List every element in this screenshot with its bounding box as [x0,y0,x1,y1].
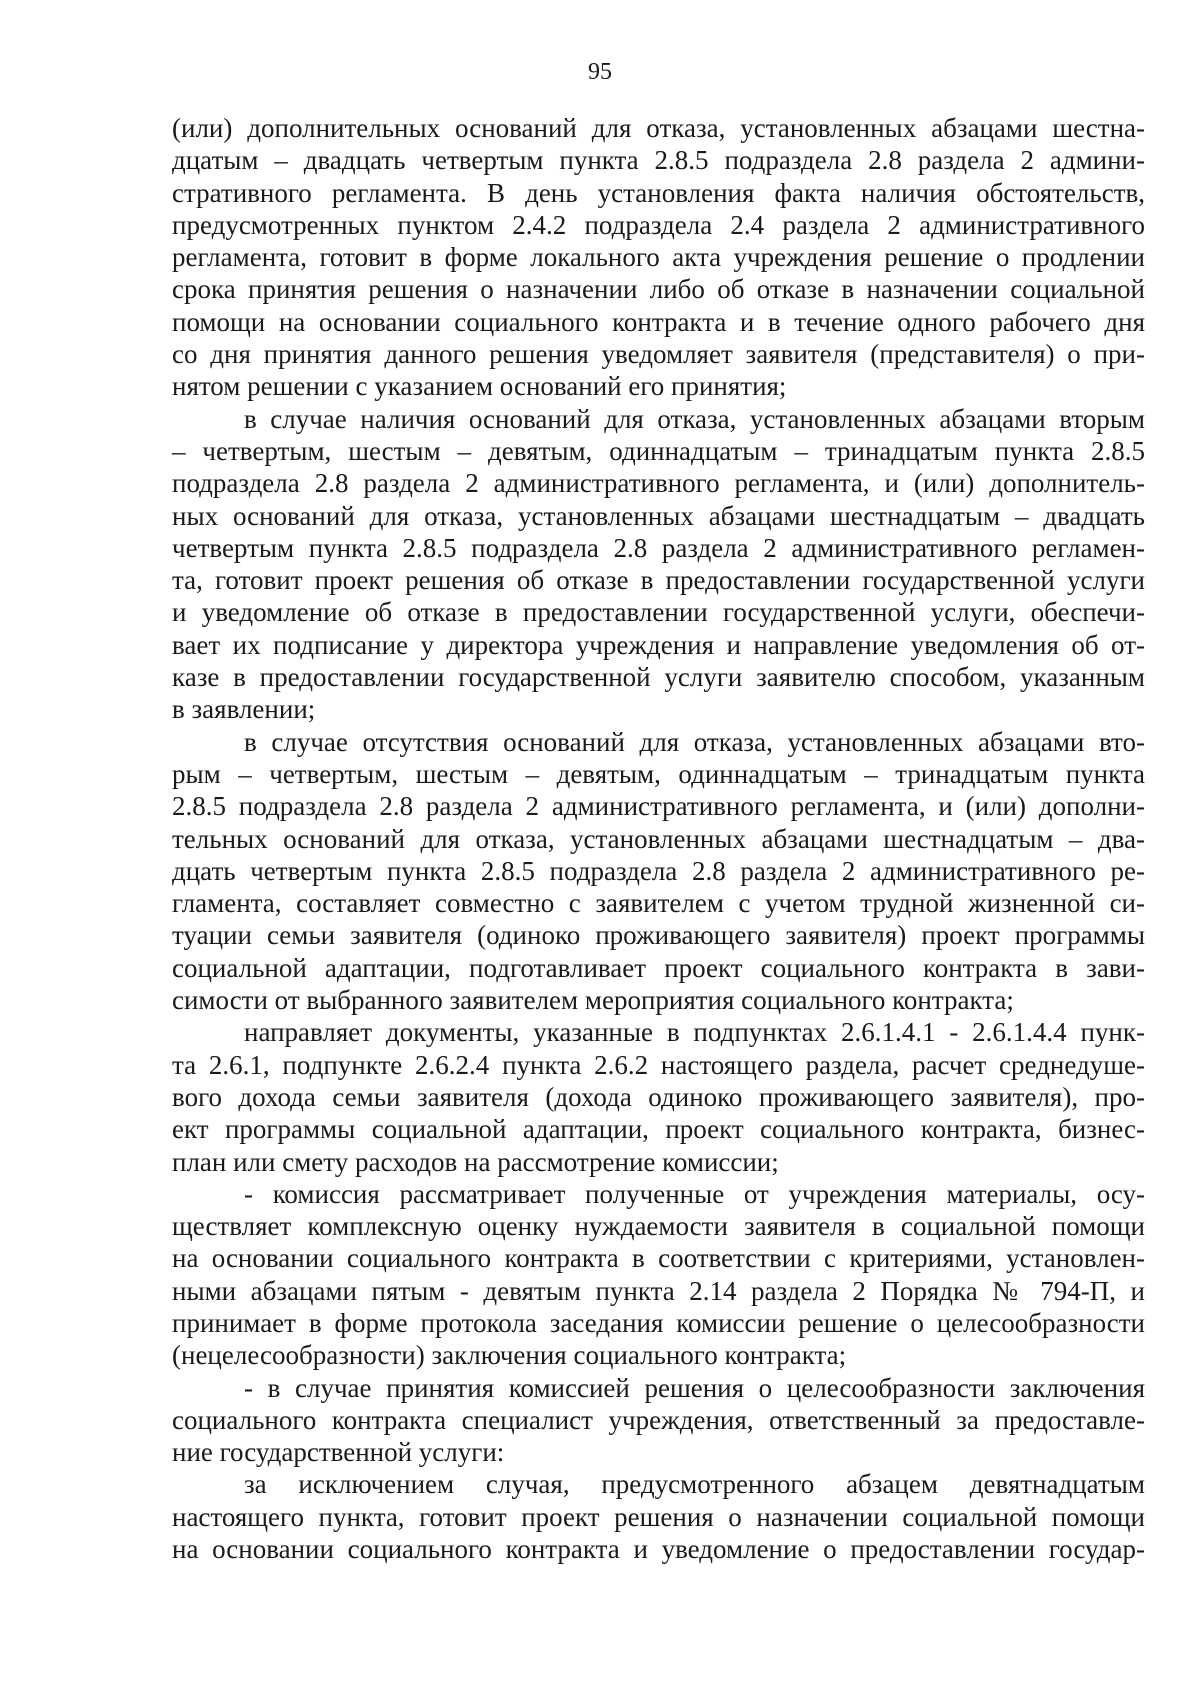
text-line: вого дохода семьи заявителя (дохода одиноко проживающего заявителя), про- [172,1081,1145,1112]
paragraph [172,1016,1145,1177]
text-line: рым – четвертым, шестым – девятым, одиннадцатым – тринадцатым пункта [172,758,1145,789]
paragraph [172,1178,1145,1372]
page-number: 95 [588,59,612,85]
text-line: на основании социального контракта в соответствии с критериями, установлен- [172,1243,1145,1274]
text-line: направляет документы, указанные в подпунктах 2.6.1.4.1 - 2.6.1.4.4 пунк- [244,1017,1145,1048]
paragraph [172,726,1145,1017]
text-line: помощи на основании социального контракта и в течение одного рабочего дня [172,306,1145,337]
text-line: на основании социального контракта и уведомление о предоставлении государ- [172,1534,1145,1565]
text-line: четвертым пункта 2.8.5 подраздела 2.8 раздела 2 административного регламен- [172,532,1145,563]
text-line: - в случае принятия комиссией решения о целесообразности заключения [244,1372,1145,1403]
text-line: в случае отсутствия оснований для отказа, установленных абзацами вто- [244,726,1145,757]
text-line: социального контракта специалист учреждения, ответственный за предоставле- [172,1404,1145,1435]
text-line: принимает в форме протокола заседания комиссии решение о целесообразности [172,1307,1145,1338]
text-line: настоящего пункта, готовит проект решения о назначении социальной помощи [172,1501,1145,1532]
text-line: ние государственной услуги: [172,1437,505,1468]
text-line: подраздела 2.8 раздела 2 административного регламента, и (или) дополнитель- [172,468,1145,499]
text-line: социальной адаптации, подготавливает проект социального контракта в зави- [172,952,1145,983]
text-line: - комиссия рассматривает полученные от учреждения материалы, осу- [244,1178,1145,1209]
paragraph [172,1372,1145,1469]
text-line: вает их подписание у директора учреждения и направление уведомления об от- [172,629,1145,660]
document-body [172,112,1145,1565]
text-line: нятом решении с указанием оснований его принятия; [172,371,787,402]
text-line: симости от выбранного заявителем мероприятия социального контракта; [172,985,1014,1016]
text-line: в заявлении; [172,694,316,725]
text-line: дцать четвертым пункта 2.8.5 подраздела 2.8 раздела 2 административного ре- [172,855,1145,886]
text-line: предусмотренных пунктом 2.4.2 подраздела 2.4 раздела 2 административного [172,209,1145,240]
paragraph [172,403,1145,726]
text-line: регламента, готовит в форме локального акта учреждения решение о продлении [172,242,1145,273]
paragraph [172,1468,1145,1565]
text-line: ществляет комплексную оценку нуждаемости заявителя в социальной помощи [172,1211,1145,1242]
text-line: гламента, составляет совместно с заявителем с учетом трудной жизненной си- [172,888,1145,919]
text-line: казе в предоставлении государственной услуги заявителю способом, указанным [172,662,1145,693]
text-line: та, готовит проект решения об отказе в предоставлении государственной услуги [172,565,1145,596]
text-line: срока принятия решения о назначении либо об отказе в назначении социальной [172,274,1145,305]
text-line: со дня принятия данного решения уведомляет заявителя (представителя) о при- [172,339,1145,370]
text-line: в случае наличия оснований для отказа, установленных абзацами вторым [244,403,1145,434]
text-line: план или смету расходов на рассмотрение комиссии; [172,1146,779,1177]
paragraph [172,112,1145,403]
text-line: (нецелесообразности) заключения социального контракта; [172,1340,847,1371]
text-line: та 2.6.1, подпункте 2.6.2.4 пункта 2.6.2 настоящего раздела, расчет среднедуше- [172,1049,1145,1080]
text-line: (или) дополнительных оснований для отказа, установленных абзацами шестна- [172,113,1145,143]
text-line: ект программы социальной адаптации, проект социального контракта, бизнес- [172,1114,1145,1145]
text-line: тельных оснований для отказа, установленных абзацами шестнадцатым – два- [172,823,1145,854]
text-line: – четвертым, шестым – девятым, одиннадцатым – тринадцатым пункта 2.8.5 [172,435,1145,466]
text-line: ными абзацами пятым - девятым пункта 2.14 раздела 2 Порядка № 794-П, и [172,1275,1145,1306]
text-line: 2.8.5 подраздела 2.8 раздела 2 административного регламента, и (или) дополни- [172,791,1145,822]
text-line: и уведомление об отказе в предоставлении государственной услуги, обеспечи- [172,597,1145,628]
text-line: за исключением случая, предусмотренного абзацем девятнадцатым [244,1469,1145,1500]
text-line: туации семьи заявителя (одиноко проживающего заявителя) проект программы [172,920,1145,951]
text-line: ных оснований для отказа, установленных абзацами шестнадцатым – двадцать [172,500,1145,531]
text-line: дцатым – двадцать четвертым пункта 2.8.5 подраздела 2.8 раздела 2 админи- [172,145,1145,176]
text-line: стративного регламента. В день установления факта наличия обстоятельств, [172,177,1145,208]
